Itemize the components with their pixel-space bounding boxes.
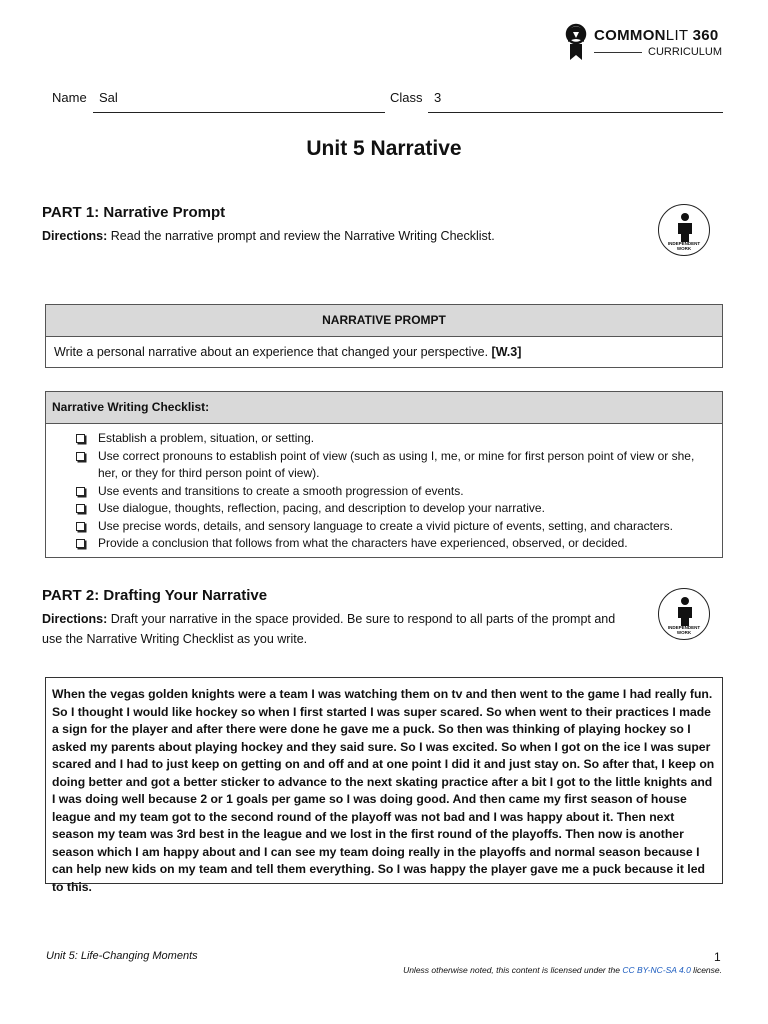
logo-subtitle: CURRICULUM	[594, 46, 722, 58]
part1-heading: PART 1: Narrative Prompt	[42, 204, 226, 221]
checklist-item: Use precise words, details, and sensory language to create a vivid picture of events, setting, and characters.	[76, 518, 712, 536]
class-underline	[428, 112, 723, 113]
independent-work-badge	[658, 588, 710, 640]
badge-text-2: WORK	[676, 246, 692, 251]
page-number: 1	[714, 950, 721, 964]
narrative-prompt-box	[45, 304, 723, 368]
checkbox-icon[interactable]	[76, 522, 85, 531]
badge-text-2: WORK	[676, 630, 692, 635]
class-label: Class	[390, 90, 423, 105]
draft-response-box[interactable]	[45, 677, 723, 894]
draft-response-text[interactable]: When the vegas golden knights were a team I was watching them on tv and then went to the game I had really fun. So I thought I would like hockey so when I first started I was super scared. So when went to their practices I made a sign for the player and after there were done he gave me a puck. So then was thinking of playing hockey so I asked my parents about playing hockey and they said sure. So I was excited. So when I got on the ice I was super scared and I had to just keep on getting on and off and at one point I did it and just stay on. So after that, I keep on doing better and got a better sticker to advance to the next skating practice after a bit I got to the little knights and I was doing well because 2 or 1 goals per game so I was doing good. And then came my first season of house league and my team got to the second round of the playoff was not bad and I was happy about it. Then next season my team was 3rd best in the league and we lost in the first round of the playoffs. Then now is another season which I am happy about and I can see my team doing really in the playoffs and normal season because I can help new kids on my team and tell them everything. So I was happy the player gave me a puck because it led to this.	[52, 687, 715, 894]
badge-text-1: INDEPENDENT	[667, 625, 701, 630]
name-value[interactable]: Sal	[99, 90, 118, 105]
badge-text-1: INDEPENDENT	[667, 241, 701, 246]
checklist-item: Use correct pronouns to establish point of view (such as using I, me, or mine for first person point of view or she, her, or they for third person point of view).	[76, 448, 712, 483]
part2-directions: Directions: Draft your narrative in the space provided. Be sure to respond to all parts of the prompt and use the Narrative Writing Checklist as you write.	[42, 612, 616, 646]
name-underline	[93, 112, 385, 113]
prompt-text: Write a personal narrative about an experience that changed your perspective. [W.3]	[54, 345, 522, 359]
part1-directions: Directions: Read the narrative prompt and review the Narrative Writing Checklist.	[42, 229, 495, 243]
logo-wordmark: COMMONLIT 360	[594, 27, 719, 44]
page-title: Unit 5 Narrative	[306, 137, 462, 160]
checklist-item: Use events and transitions to create a smooth progression of events.	[76, 483, 712, 501]
license-link[interactable]: CC BY-NC-SA 4.0	[622, 965, 691, 975]
part2-heading: PART 2: Drafting Your Narrative	[42, 587, 268, 604]
checklist-box	[45, 391, 723, 558]
commonlit-emblem-icon	[562, 22, 590, 62]
checklist-item: Establish a problem, situation, or setting.	[76, 430, 712, 448]
checklist-item: Provide a conclusion that follows from what the characters have experienced, observed, or decided.	[76, 535, 712, 553]
checklist-list	[46, 424, 722, 553]
license-note: Unless otherwise noted, this content is licensed under the CC BY-NC-SA 4.0 license.	[403, 965, 722, 975]
checklist-header: Narrative Writing Checklist:	[46, 392, 722, 424]
checkbox-icon[interactable]	[76, 539, 85, 548]
name-label: Name	[52, 90, 87, 105]
independent-work-badge	[658, 204, 710, 256]
commonlit-logo	[562, 22, 732, 62]
checkbox-icon[interactable]	[76, 434, 85, 443]
prompt-header: NARRATIVE PROMPT	[46, 305, 722, 337]
checkbox-icon[interactable]	[76, 487, 85, 496]
footer-unit: Unit 5: Life-Changing Moments	[46, 950, 198, 962]
class-value[interactable]: 3	[434, 90, 442, 105]
checkbox-icon[interactable]	[76, 452, 85, 461]
checkbox-icon[interactable]	[76, 504, 85, 513]
checklist-item: Use dialogue, thoughts, reflection, pacing, and description to develop your narrative.	[76, 500, 712, 518]
